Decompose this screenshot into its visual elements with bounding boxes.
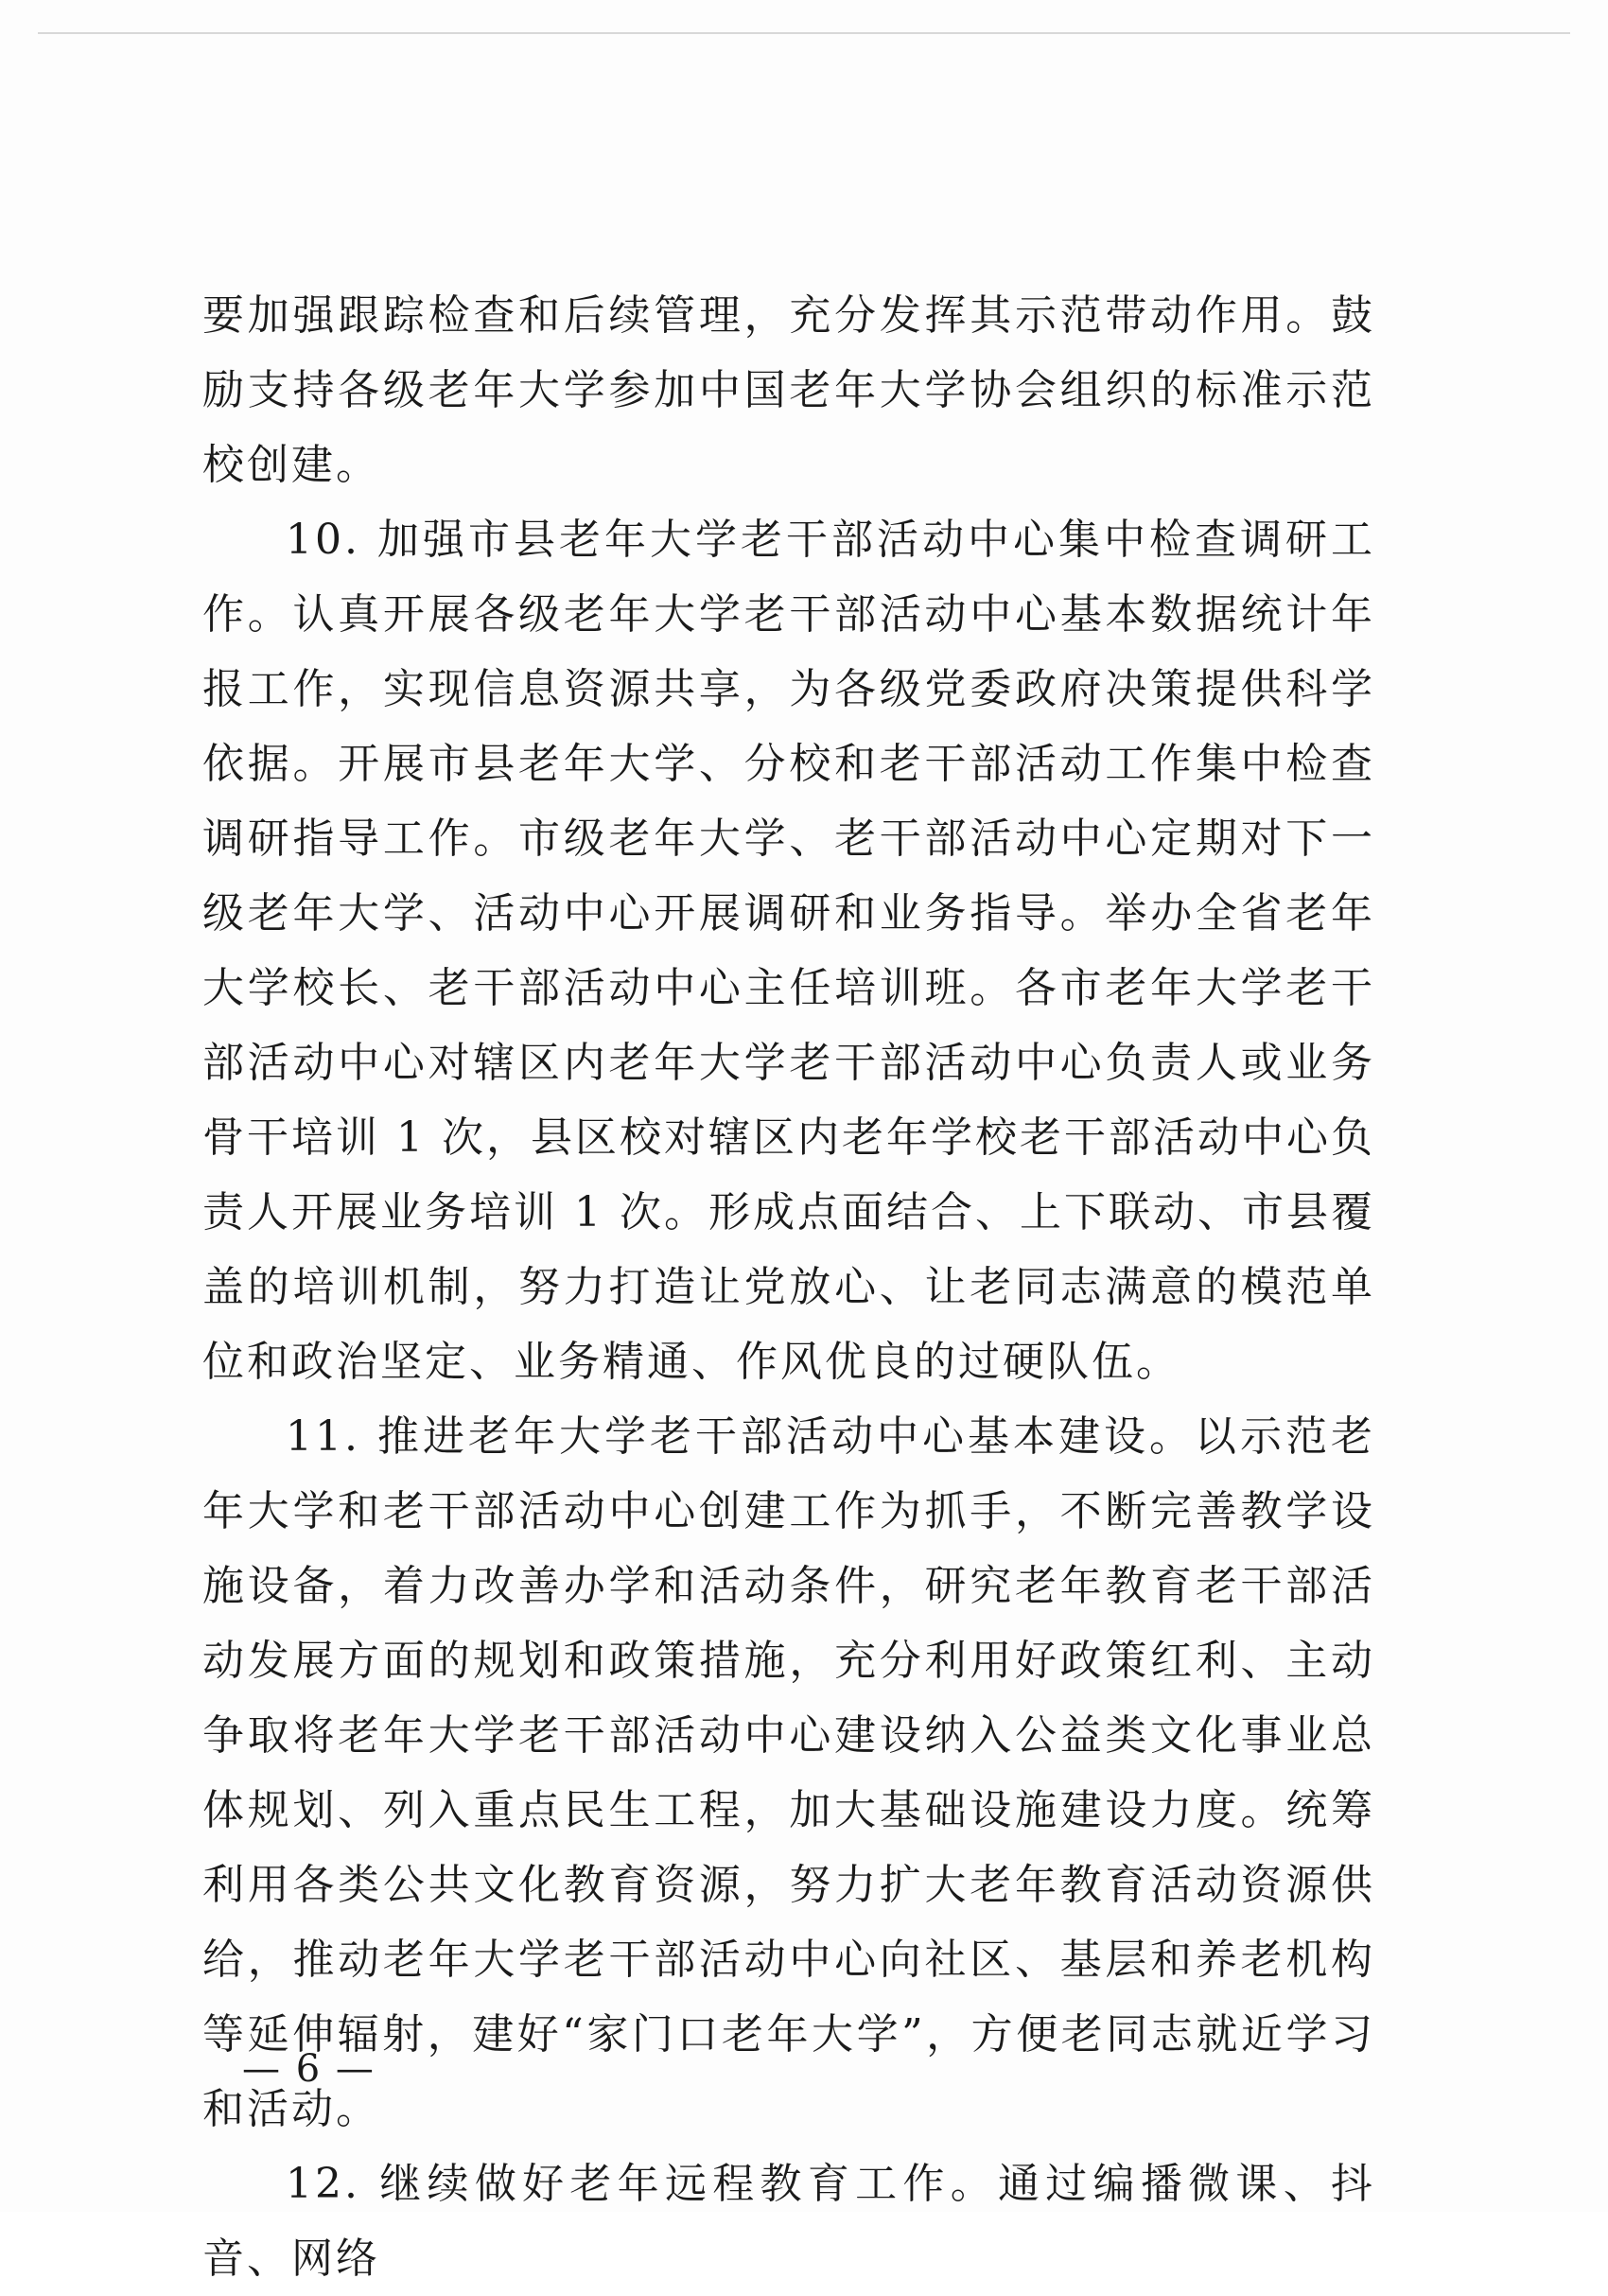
scan-edge	[38, 32, 1570, 34]
paragraph-text: 以示范老年大学和老干部活动中心创建工作为抓手，不断完善教学设施设备，着力改善办学和活动条件，研究老年教育老干部活动发展方面的规划和政策措施，充分利用好政策红利、主动争取将老年大学老干部活动中心建设纳入公益类文化事业总体规划、列入重点民生工程，加大基础设施建设力度。统筹利用各类公共文化教育资源，努力扩大老年教育活动资源供给，推动老年大学老干部活动中心向社区、基层和养老机构等延伸辐射，建好“家门口老年大学”，方便老同志就近学习和活动。	[202, 1412, 1376, 2133]
page-number: — 6 —	[242, 2047, 376, 2091]
paragraph-12	[202, 2147, 1375, 2296]
paragraph-heading: 10. 加强市县老年大学老干部活动中心集中检查调研工作。	[202, 516, 1375, 639]
paragraph-text: 认真开展各级老年大学老干部活动中心基本数据统计年报工作，实现信息资源共享，为各级党委政府决策提供科学依据。开展市县老年大学、分校和老干部活动工作集中检查调研指导工作。市级老年大学、老干部活动中心定期对下一级老年大学、活动中心开展调研和业务指导。举办全省老年大学校长、老干部活动中心主任培训班。各市老年大学老干部活动中心对辖区内老年大学老干部活动中心负责人或业务骨干培训 1 次，县区校对辖区内老年学校老干部活动中心负责人开展业务培训 1 次。形成点面结合、上下联动、市县覆盖的培训机制，努力打造让党放心、让老同志满意的模范单位和政治坚定、业务精通、作风优良的过硬队伍。	[202, 590, 1376, 1386]
paragraph-continued	[202, 278, 1375, 502]
paragraph-heading: 11. 推进老年大学老干部活动中心基本建设。	[286, 1412, 1195, 1461]
document-body	[202, 278, 1375, 2296]
paragraph-11	[202, 1399, 1375, 2147]
paragraph-10	[202, 502, 1375, 1399]
paragraph-heading: 12. 继续做好老年远程教育工作。	[286, 2160, 998, 2208]
paragraph-text: 通过编播微课、抖音、网络	[202, 2160, 1375, 2283]
paragraph-text: 要加强跟踪检查和后续管理，充分发挥其示范带动作用。鼓励支持各级老年大学参加中国老年大学协会组织的标准示范校创建。	[202, 291, 1375, 489]
